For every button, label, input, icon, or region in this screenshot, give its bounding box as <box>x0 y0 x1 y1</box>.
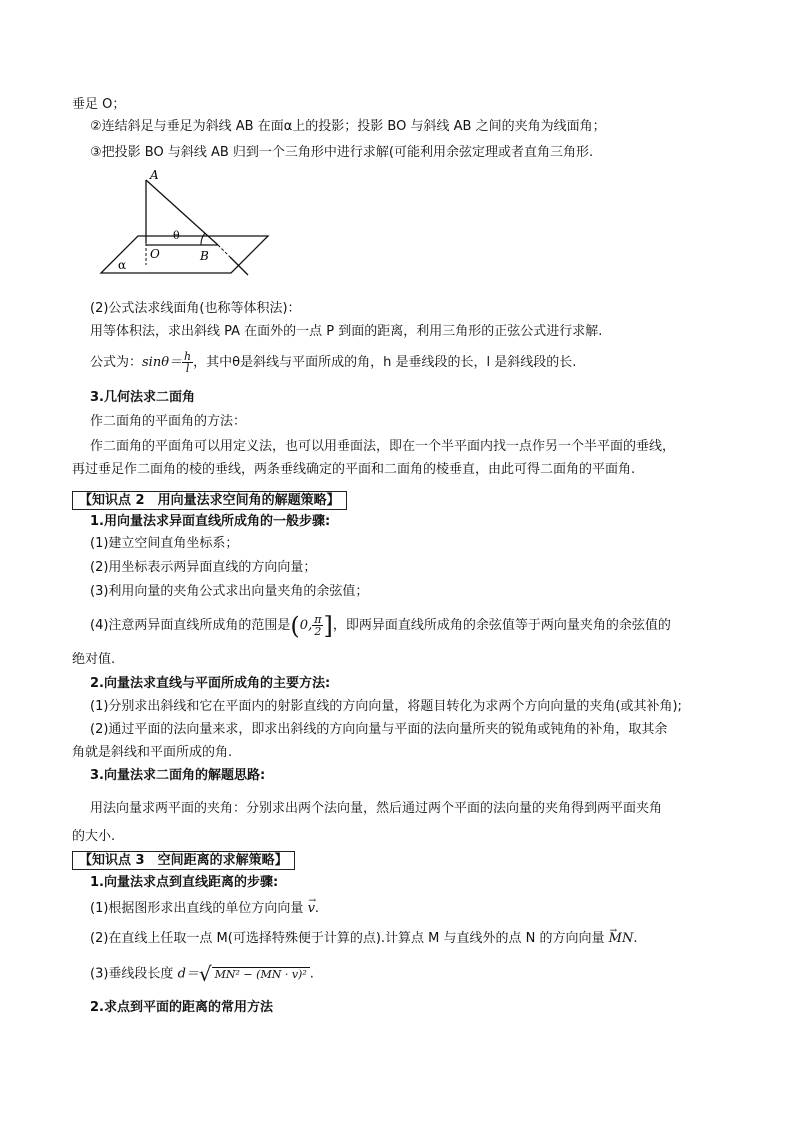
text-line: ②连结斜足与垂足为斜线 AB 在面α上的投影；投影 BO 与斜线 AB 之间的夹角为线面角； <box>90 119 606 134</box>
open-paren: ( <box>290 611 300 640</box>
range-text-b: ，即两异面直线所成角的余弦值等于两向量夹角的余弦值的 <box>332 618 671 633</box>
distance-formula-line <box>90 962 314 987</box>
text-line: (1)分别求出斜线和它在平面内的射影直线的方向向量，将题目转化为求两个方向向量的夹角(或其补角); <box>90 699 682 714</box>
text-line: 再过垂足作二面角的棱的垂线，两条垂线确定的平面和二面角的棱垂直，由此可得二面角的平面角. <box>72 462 636 477</box>
sin-theta: sinθ＝ <box>142 355 183 370</box>
text-line: 垂足 O； <box>72 97 126 112</box>
formula-explanation: ，其中θ是斜线与平面所成的角，h 是垂线段的长，l 是斜线段的长. <box>193 355 577 370</box>
fraction-numerator: π <box>314 613 322 626</box>
heading: 3.几何法求二面角 <box>90 390 195 405</box>
text-line: 用法向量求两平面的夹角：分别求出两个法向量，然后通过两个平面的法向量的夹角得到两平面夹角 <box>90 801 663 816</box>
text-line: 角就是斜线和平面所成的角. <box>72 745 233 760</box>
step-text: (1)根据图形求出直线的单位方向向量 <box>90 901 308 916</box>
fraction-denominator: l <box>185 362 190 375</box>
text-line: ③把投影 BO 与斜线 AB 归到一个三角形中进行求解(可能利用余弦定理或者直角三角形. <box>90 145 594 160</box>
fraction-denominator: 2 <box>314 625 322 638</box>
text-line: (2)公式法求线面角(也称等体积法)： <box>90 301 301 316</box>
label-theta: θ <box>173 229 180 242</box>
text-line: 的大小. <box>72 829 116 844</box>
slant-line-AB <box>146 180 218 245</box>
label-B: B <box>200 249 209 263</box>
text-line <box>90 930 637 948</box>
theta-arc <box>201 233 205 245</box>
text-line: 用等体积法，求出斜线 PA 在面外的一点 P 到面的距离，利用三角形的正弦公式进行求解. <box>90 324 603 339</box>
range-line <box>90 612 671 640</box>
h-over-l-fraction <box>182 351 193 374</box>
period: . <box>633 931 638 946</box>
vector-v: v → <box>308 900 315 918</box>
range-lower: 0, <box>299 618 313 633</box>
text-line: 作二面角的平面角的方法： <box>90 414 247 429</box>
slant-line-hidden <box>218 245 230 257</box>
heading: 3.向量法求二面角的解题思路: <box>90 768 266 783</box>
vector-MN: MN → <box>609 930 634 948</box>
step-text: (3)垂线段长度 <box>90 966 178 982</box>
heading: 1.向量法求点到直线距离的步骤: <box>90 875 279 890</box>
text-line: (1)建立空间直角坐标系； <box>90 536 239 551</box>
range-text-a: (4)注意两异面直线所成角的范围是 <box>90 618 291 633</box>
formula-line <box>90 350 576 376</box>
text-line: 绝对值. <box>72 652 116 667</box>
label-O: O <box>150 247 160 261</box>
text-line: (2)用坐标表示两异面直线的方向向量； <box>90 560 317 575</box>
label-A: A <box>150 168 159 182</box>
text-line <box>90 900 319 918</box>
sqrt-body: MN² − (MN · v)² <box>212 967 310 981</box>
close-bracket: ] <box>323 611 333 640</box>
heading: 2.求点到平面的距离的常用方法 <box>90 1000 273 1015</box>
heading: 1.用向量法求异面直线所成角的一般步骤: <box>90 514 331 529</box>
d-equals: d＝ <box>177 966 199 982</box>
line-plane-angle-figure <box>98 165 273 280</box>
pi-over-2-fraction <box>312 614 323 637</box>
period: . <box>309 966 314 982</box>
section-header-3: 【知识点 3 空间距离的求解策略】 <box>72 851 295 870</box>
label-alpha: α <box>118 258 127 272</box>
formula-label: 公式为： <box>90 355 143 370</box>
text-line: 作二面角的平面角可以用定义法，也可以用垂面法，即在一个半平面内找一点作另一个半平面的垂线， <box>90 439 676 454</box>
step-text: (2)在直线上任取一点 M(可选择特殊便于计算的点).计算点 M 与直线外的点 N 的方向向量 <box>90 931 609 946</box>
fraction-numerator: h <box>184 350 192 363</box>
text-line: (2)通过平面的法向量来求，即求出斜线的方向向量与平面的法向量所夹的锐角或钝角的补角，取其余 <box>90 722 668 737</box>
heading: 2.向量法求直线与平面所成角的主要方法: <box>90 676 331 691</box>
sqrt-sign: √ <box>198 962 212 986</box>
text-line: (3)利用向量的夹角公式求出向量夹角的余弦值； <box>90 584 369 599</box>
period: . <box>314 901 320 916</box>
section-header-2: 【知识点 2 用向量法求空间角的解题策略】 <box>72 491 347 510</box>
slant-line-below <box>230 257 248 275</box>
